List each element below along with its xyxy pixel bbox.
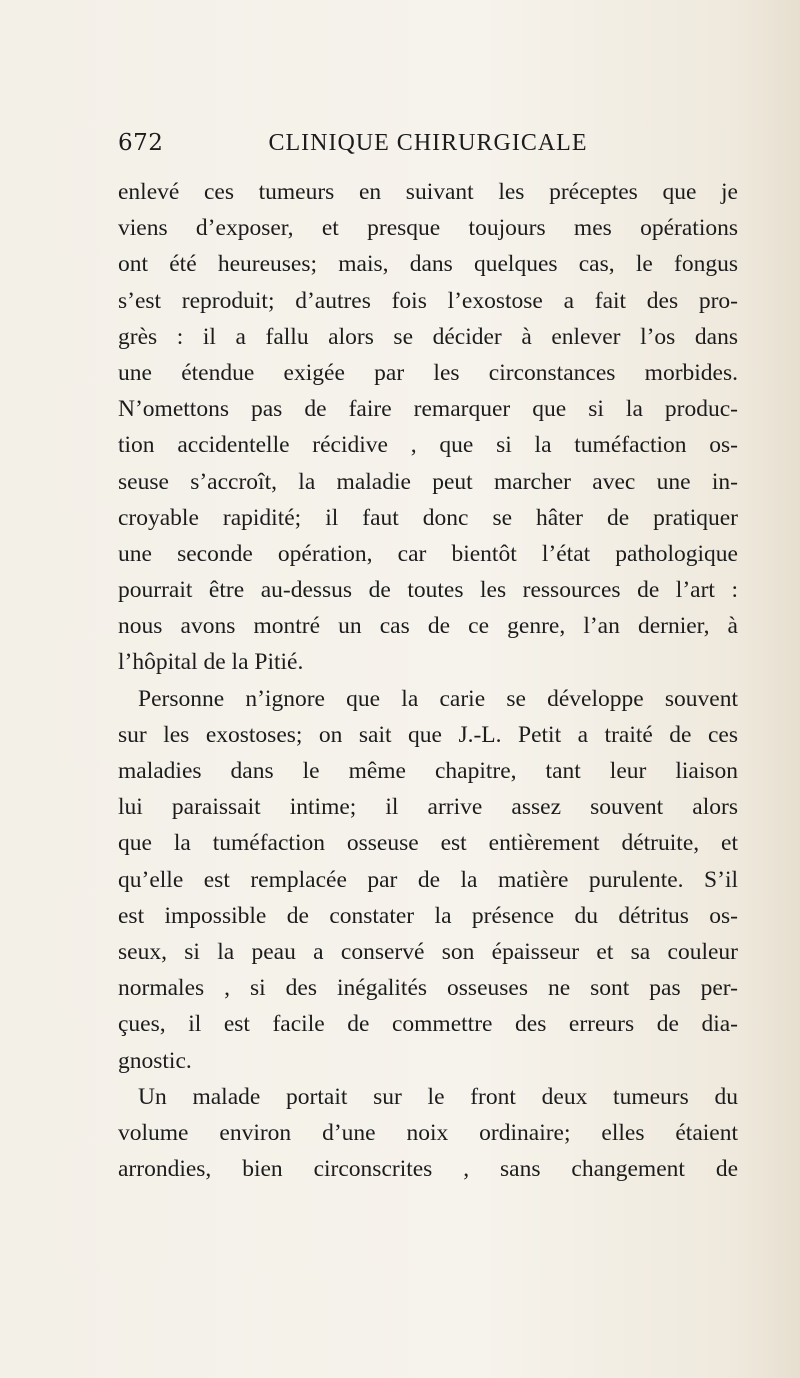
text-line: arrondies, bien circonscrites , sans changement de (118, 1156, 738, 1183)
paragraph-start-line: Un malade portait sur le front deux tumeurs du (138, 1083, 738, 1110)
text-line: nous avons montré un cas de ce genre, l’an dernier, à (118, 613, 738, 640)
page-number: 672 (118, 130, 164, 156)
body-text (118, 174, 738, 1187)
text-line: N’omettons pas de faire remarquer que si la produc- (118, 396, 738, 423)
text-line: croyable rapidité; il faut donc se hâter de pratiquer (118, 504, 738, 531)
text-line: l’hôpital de la Pitié. (118, 649, 304, 676)
text-line: qu’elle est remplacée par de la matière purulente. S’il (118, 866, 738, 893)
text-line: seuse s’accroît, la maladie peut marcher avec une in- (118, 468, 738, 495)
text-line: volume environ d’une noix ordinaire; elles étaient (118, 1119, 738, 1146)
text-line: que la tuméfaction osseuse est entièrement détruite, et (118, 830, 738, 857)
running-head (118, 130, 738, 164)
text-line: maladies dans le même chapitre, tant leur liaison (118, 758, 738, 784)
text-line: enlevé ces tumeurs en suivant les préceptes que je (118, 179, 738, 205)
running-title: CLINIQUE CHIRURGICALE (268, 130, 588, 156)
text-line: viens d’exposer, et presque toujours mes opérations (118, 215, 738, 242)
text-line: seux, si la peau a conservé son épaisseur et sa couleur (118, 938, 738, 965)
text-line: tion accidentelle récidive , que si la tuméfaction os- (118, 432, 738, 459)
text-line: grès : il a fallu alors se décider à enlever l’os dans (118, 323, 738, 350)
text-line: ont été heureuses; mais, dans quelques cas, le fongus (118, 251, 738, 278)
text-line: une seconde opération, car bientôt l’état pathologique (118, 540, 738, 567)
text-line: s’est reproduit; d’autres fois l’exostose a fait des pro- (118, 287, 738, 314)
text-line: lui paraissait intime; il arrive assez souvent alors (118, 794, 738, 821)
text-line: gnostic. (118, 1047, 192, 1074)
text-line: normales , si des inégalités osseuses ne sont pas per- (118, 975, 738, 1002)
text-line: çues, il est facile de commettre des erreurs de dia- (118, 1011, 738, 1038)
text-line: pourrait être au-dessus de toutes les ressources de l’art : (118, 577, 738, 604)
text-line: une étendue exigée par les circonstances morbides. (118, 359, 738, 386)
text-line: est impossible de constater la présence du détritus os- (118, 902, 738, 929)
text-line: sur les exostoses; on sait que J.-L. Petit a traité de ces (118, 721, 738, 748)
paragraph-start-line: Personne n’ignore que la carie se développe souvent (138, 685, 738, 712)
